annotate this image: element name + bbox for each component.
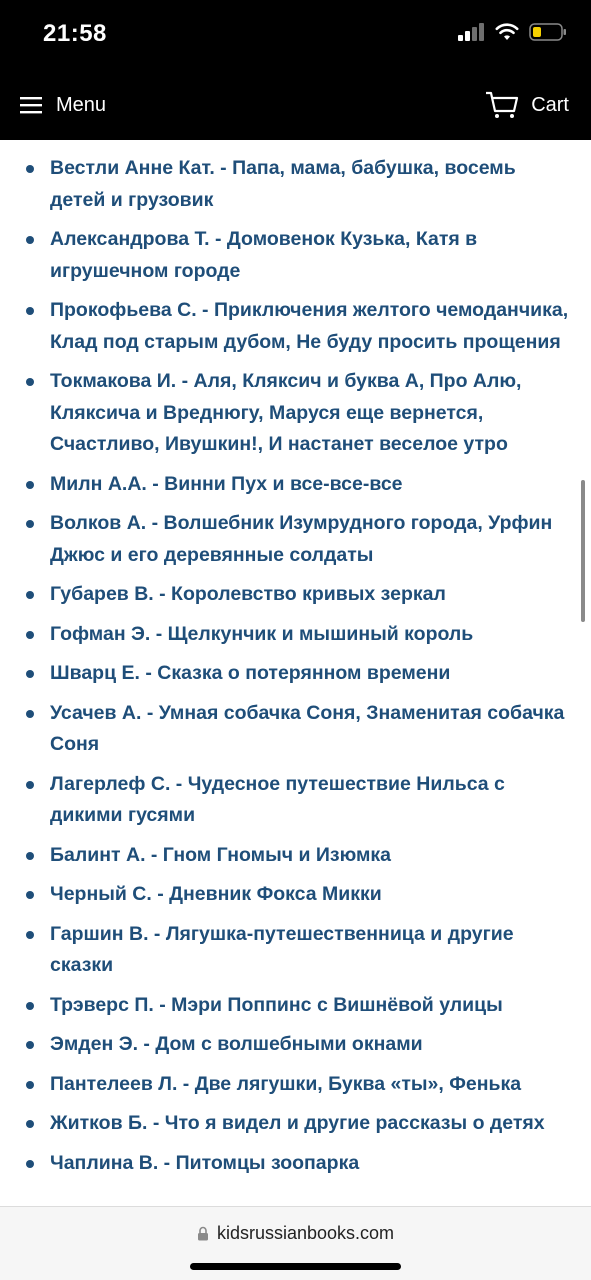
book-entry: Эмден Э. - Дом с волшебными окнами xyxy=(50,1033,423,1055)
list-item xyxy=(0,508,591,571)
bullet-icon xyxy=(26,852,34,860)
book-entry: Милн А.А. - Винни Пух и все-все-все xyxy=(50,472,403,495)
list-item xyxy=(0,366,591,461)
book-entry: Волков А. - Волшебник Изумрудного города, Урфин Джюс и его деревянные солдаты xyxy=(50,512,553,566)
list-item xyxy=(0,919,591,982)
list-item xyxy=(0,698,591,761)
status-time: 21:58 xyxy=(43,20,107,47)
book-entry: Житков Б. - Что я видел и другие рассказы о детях xyxy=(50,1112,545,1134)
menu-label: Menu xyxy=(56,93,107,116)
list-item xyxy=(0,1148,591,1180)
list-item xyxy=(0,879,591,911)
bullet-icon xyxy=(26,710,34,718)
book-entry: Черный С. - Дневник Фокса Микки xyxy=(50,883,382,905)
status-icons xyxy=(457,22,567,42)
bullet-icon xyxy=(26,307,34,315)
book-entry: Токмакова И. - Аля, Кляксич и буква А, Про Алю, Кляксича и Вреднюгу, Маруся еще вернется, Счастливо, Ивушкин!, И настанет веселое утро xyxy=(50,370,522,455)
book-entry: Балинт А. - Гном Гномыч и Изюмка xyxy=(50,843,392,866)
bullet-icon xyxy=(26,1160,34,1168)
bullet-icon xyxy=(26,1041,34,1049)
bullet-icon xyxy=(26,931,34,939)
book-entry: Прокофьева С. - Приключения желтого чемоданчика, Клад под старым дубом, Не буду просить прощения xyxy=(50,299,569,353)
book-entry: Трэверс П. - Мэри Поппинс с Вишнёвой улицы xyxy=(50,993,503,1016)
book-list xyxy=(0,140,591,1179)
book-entry: Гаршин В. - Лягушка-путешественница и другие сказки xyxy=(50,922,514,976)
scrollbar[interactable] xyxy=(581,480,585,622)
hamburger-icon xyxy=(20,96,42,114)
list-item xyxy=(0,990,591,1022)
menu-button[interactable] xyxy=(20,90,106,120)
book-entry: Лагерлеф С. - Чудесное путешествие Нильса с дикими гусями xyxy=(50,772,505,826)
signal-icon xyxy=(457,23,485,41)
status-bar xyxy=(0,0,591,70)
site-header xyxy=(0,70,591,140)
url-text: kidsrussianbooks.com xyxy=(216,1223,395,1243)
book-entry: Гофман Э. - Щелкунчик и мышиный король xyxy=(50,622,474,645)
list-item xyxy=(0,579,591,611)
bullet-icon xyxy=(26,591,34,599)
wifi-icon xyxy=(495,23,519,41)
book-entry: Александрова Т. - Домовенок Кузька, Катя в игрушечном городе xyxy=(50,228,478,282)
bullet-icon xyxy=(26,1081,34,1089)
bullet-icon xyxy=(26,631,34,639)
list-item xyxy=(0,469,591,501)
bullet-icon xyxy=(26,165,34,173)
cart-label: Cart xyxy=(531,93,569,116)
list-item xyxy=(0,295,591,358)
bullet-icon xyxy=(26,378,34,386)
battery-icon xyxy=(529,22,567,42)
book-entry: Чаплина В. - Питомцы зоопарка xyxy=(50,1151,360,1174)
list-item xyxy=(0,658,591,690)
bullet-icon xyxy=(26,236,34,244)
bullet-icon xyxy=(26,520,34,528)
cart-button[interactable] xyxy=(485,88,569,122)
book-entry: Вестли Анне Кат. - Папа, мама, бабушка, восемь детей и грузовик xyxy=(50,157,516,211)
cart-icon xyxy=(485,90,519,120)
book-entry: Усачев А. - Умная собачка Соня, Знаменитая собачка Соня xyxy=(50,701,565,755)
lock-icon xyxy=(197,1226,209,1241)
list-item xyxy=(0,1029,591,1061)
list-item xyxy=(0,153,591,216)
bullet-icon xyxy=(26,781,34,789)
bullet-icon xyxy=(26,481,34,489)
list-item xyxy=(0,619,591,651)
browser-bottom-bar xyxy=(0,1206,591,1280)
bullet-icon xyxy=(26,1002,34,1010)
list-item xyxy=(0,224,591,287)
bullet-icon xyxy=(26,670,34,678)
book-list-content xyxy=(0,140,591,1206)
list-item xyxy=(0,769,591,832)
list-item xyxy=(0,840,591,872)
bullet-icon xyxy=(26,891,34,899)
book-entry: Шварц Е. - Сказка о потерянном времени xyxy=(50,662,451,684)
list-item xyxy=(0,1069,591,1101)
home-indicator[interactable] xyxy=(190,1263,401,1270)
list-item xyxy=(0,1108,591,1140)
address-bar[interactable] xyxy=(0,1223,591,1244)
bullet-icon xyxy=(26,1120,34,1128)
book-entry: Пантелеев Л. - Две лягушки, Буква «ты», Фенька xyxy=(50,1072,522,1095)
book-entry: Губарев В. - Королевство кривых зеркал xyxy=(50,583,446,605)
